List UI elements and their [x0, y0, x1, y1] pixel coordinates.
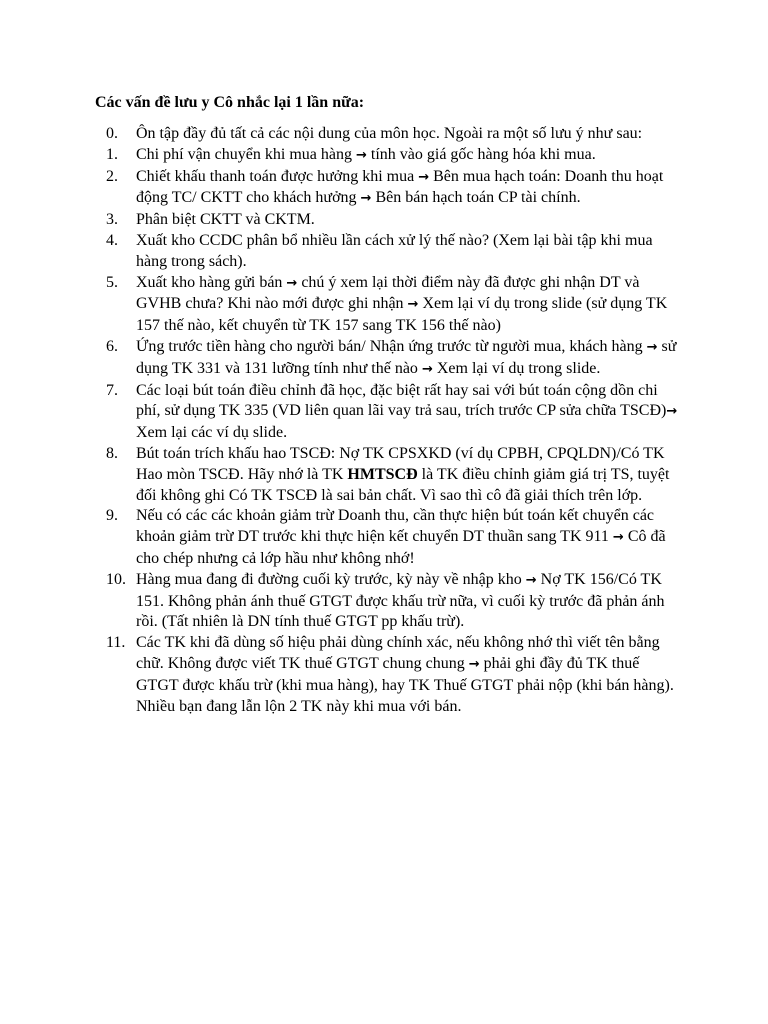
- arrow-right-icon: →: [666, 404, 678, 420]
- item-number: 0.: [106, 125, 118, 142]
- item-bold-text: HMTSCĐ: [347, 465, 418, 483]
- item-text: Bên bán hạch toán CP tài chính.: [375, 189, 581, 207]
- item-text: Bút toán trích khấu hao TSCĐ: Nợ TK CPSXKD (ví dụ CPBH, CPQLDN)/Có TK Hao mòn TSCĐ. Hãy nhớ là TK: [136, 444, 665, 483]
- item-text: Nợ TK 156/Có TK 151. Không phản ánh thuế GTGT được khấu trừ nữa, vì cuối kỳ trước đã phản ánh rồi. (Tất nhiên là DN tính thuế GTGT pp khấu trừ).: [136, 570, 665, 631]
- arrow-right-icon: →: [418, 169, 430, 185]
- item-number: 10.: [106, 570, 126, 588]
- arrow-right-icon: →: [407, 297, 419, 313]
- item-text: chú ý xem lại thời điểm này đã được ghi nhận DT và GVHB chưa? Khi nào mới được ghi nhận: [136, 273, 640, 313]
- list-item: [95, 210, 685, 231]
- item-text: Hàng mua đang đi đường cuối kỳ trước, kỳ này về nhập kho: [136, 570, 522, 588]
- item-text: Xuất kho hàng gửi bán: [136, 273, 283, 291]
- arrow-right-icon: →: [525, 572, 537, 588]
- item-text: Phân biệt CKTT và CKTM.: [136, 211, 315, 229]
- item-number: 5.: [106, 273, 118, 291]
- list-item: [95, 506, 685, 569]
- item-text: Bên mua hạch toán: Doanh thu hoạt động TC/ CKTT cho khách hưởng: [136, 167, 664, 207]
- arrow-right-icon: →: [421, 361, 433, 377]
- list-item: [95, 570, 685, 633]
- item-text: sử dụng TK 331 và 131 lưỡng tính như thế nào: [136, 337, 677, 377]
- arrow-right-icon: →: [646, 339, 658, 355]
- list-item: [95, 633, 685, 717]
- item-text: Các loại bút toán điều chỉnh đã học, đặc biệt rất hay sai với bút toán cộng dồn chi phí, sử dụng TK 335 (VD liên quan lãi vay trả sau, trích trước CP sửa chữa TSCĐ): [136, 381, 667, 420]
- list-item: [95, 167, 685, 211]
- item-text: Ôn tập đầy đủ tất cả các nội dung của môn học. Ngoài ra một số lưu ý như sau:: [136, 125, 643, 142]
- arrow-right-icon: →: [612, 530, 624, 546]
- item-text: Cô đã cho chép nhưng cả lớp hầu như không nhớ!: [136, 528, 666, 567]
- item-number: 2.: [106, 167, 118, 185]
- item-number: 9.: [106, 507, 118, 525]
- item-text: Xem lại ví dụ trong slide.: [436, 359, 601, 377]
- arrow-right-icon: →: [360, 191, 372, 207]
- item-number: 7.: [106, 381, 118, 399]
- item-number: 11.: [106, 634, 126, 652]
- item-number: 6.: [106, 337, 118, 355]
- arrow-right-icon: →: [286, 275, 298, 291]
- item-text: là TK điều chỉnh giảm giá trị TS, tuyệt đối không ghi Có TK TSCĐ là sai bản chất. Vì sao thì cô đã giải thích trên lớp.: [136, 465, 670, 504]
- item-text: Xuất kho CCDC phân bổ nhiều lần cách xử lý thế nào? (Xem lại bài tập khi mua hàng trong sách).: [136, 231, 653, 270]
- item-text: Xem lại các ví dụ slide.: [136, 424, 288, 442]
- item-text: Ứng trước tiền hàng cho người bán/ Nhận ứng trước từ người mua, khách hàng: [136, 337, 643, 355]
- item-number: 1.: [106, 145, 118, 163]
- item-number: 8.: [106, 444, 118, 462]
- list-item: [95, 444, 685, 506]
- list-item: [95, 231, 685, 273]
- item-text: Chiết khấu thanh toán được hưởng khi mua: [136, 167, 415, 185]
- notes-list: [95, 124, 685, 717]
- arrow-right-icon: →: [355, 147, 367, 163]
- list-item: [95, 337, 685, 381]
- item-text: Chi phí vận chuyển khi mua hàng: [136, 145, 352, 163]
- list-item: [95, 381, 685, 444]
- list-item: [95, 273, 685, 337]
- item-text: Nếu có các các khoản giảm trừ Doanh thu, cần thực hiện bút toán kết chuyển các khoản giảm trừ DT trước khi thực hiện kết chuyển DT thuần sang TK 911: [136, 507, 655, 546]
- item-number: 4.: [106, 231, 118, 249]
- list-item: [95, 124, 685, 145]
- item-text: Các TK khi đã dùng số hiệu phải dùng chính xác, nếu không nhớ thì viết tên bằng chữ. Không được viết TK thuế GTGT chung chung: [136, 634, 660, 672]
- item-number: 3.: [106, 211, 118, 229]
- item-text: Xem lại ví dụ trong slide (sử dụng TK 157 thế nào, kết chuyển từ TK 157 sang TK 156 thế nào): [136, 295, 668, 335]
- list-item: [95, 145, 685, 167]
- arrow-right-icon: →: [468, 656, 480, 672]
- item-text: tính vào giá gốc hàng hóa khi mua.: [370, 145, 596, 163]
- document-title: Các vấn đề lưu y Cô nhắc lại 1 lần nữa:: [95, 94, 365, 111]
- item-text: phải ghi đầy đủ TK thuế GTGT được khấu trừ (khi mua hàng), hay TK Thuế GTGT phải nộp (khi bán hàng). Nhiều bạn đang lẫn lộn 2 TK này khi mua với bán.: [136, 654, 674, 715]
